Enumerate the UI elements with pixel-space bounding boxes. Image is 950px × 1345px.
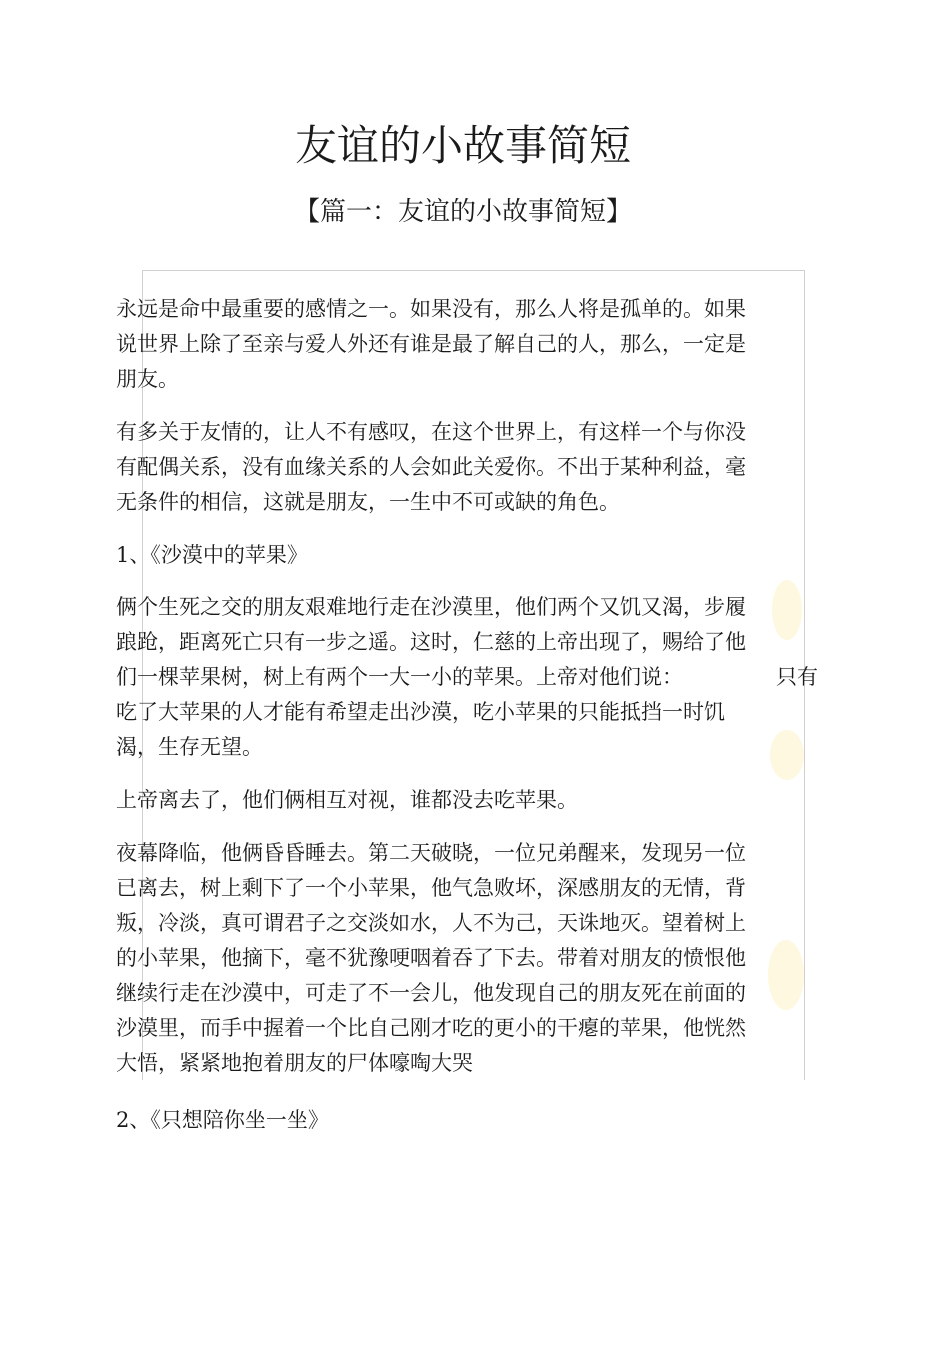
paragraph-line: 夜幕降临，他俩昏昏睡去。第二天破晓，一位兄弟醒来，发现另一位 [116, 841, 746, 865]
paragraph-line: 上帝离去了，他们俩相互对视，谁都没去吃苹果。 [116, 788, 578, 812]
paragraph-line: 只有 [776, 665, 818, 689]
section-heading: 2、《只想陪你坐一坐》 [116, 1108, 329, 1132]
watermark-blot [768, 940, 804, 1010]
watermark-blot [772, 580, 802, 640]
paragraph-line: 继续行走在沙漠中，可走了不一会儿，他发现自己的朋友死在前面的 [116, 981, 746, 1005]
paragraph-line: 永远是命中最重要的感情之一。如果没有，那么人将是孤单的。如果 [116, 297, 746, 321]
paragraph-line: 俩个生死之交的朋友艰难地行走在沙漠里，他们两个又饥又渴，步履 [116, 595, 746, 619]
paragraph-line: 无条件的相信，这就是朋友，一生中不可或缺的角色。 [116, 490, 620, 514]
watermark-blot [770, 730, 804, 780]
section-subtitle: 【篇一：友谊的小故事简短】 [293, 197, 632, 227]
paragraph-line: 吃了大苹果的人才能有希望走出沙漠，吃小苹果的只能抵挡一时饥 [116, 700, 725, 724]
frame-border-top [142, 270, 804, 271]
paragraph-line: 大悟，紧紧地抱着朋友的尸体嚎啕大哭 [116, 1051, 473, 1075]
paragraph-line: 渴，生存无望。 [116, 735, 263, 759]
section-heading: 1、《沙漠中的苹果》 [116, 543, 308, 567]
paragraph-line: 踉跄，距离死亡只有一步之遥。这时，仁慈的上帝出现了，赐给了他 [116, 630, 746, 654]
paragraph-line: 有配偶关系，没有血缘关系的人会如此关爱你。不出于某种利益，毫 [116, 455, 746, 479]
page-title: 友谊的小故事简短 [294, 121, 631, 170]
paragraph-line: 沙漠里，而手中握着一个比自己刚才吃的更小的干瘪的苹果，他恍然 [116, 1016, 746, 1040]
paragraph-line: 说世界上除了至亲与爱人外还有谁是最了解自己的人，那么，一定是 [116, 332, 746, 356]
paragraph-line: 的小苹果，他摘下，毫不犹豫哽咽着吞了下去。带着对朋友的愤恨他 [116, 946, 746, 970]
paragraph-line: 已离去，树上剩下了一个小苹果，他气急败坏，深感朋友的无情，背 [116, 876, 746, 900]
paragraph-line: 有多关于友情的，让人不有感叹，在这个世界上，有这样一个与你没 [116, 420, 746, 444]
paragraph-line: 们一棵苹果树，树上有两个一大一小的苹果。上帝对他们说： [116, 665, 683, 689]
paragraph-line: 叛，冷淡，真可谓君子之交淡如水，人不为己，天诛地灭。望着树上 [116, 911, 746, 935]
paragraph-line: 朋友。 [116, 367, 179, 391]
